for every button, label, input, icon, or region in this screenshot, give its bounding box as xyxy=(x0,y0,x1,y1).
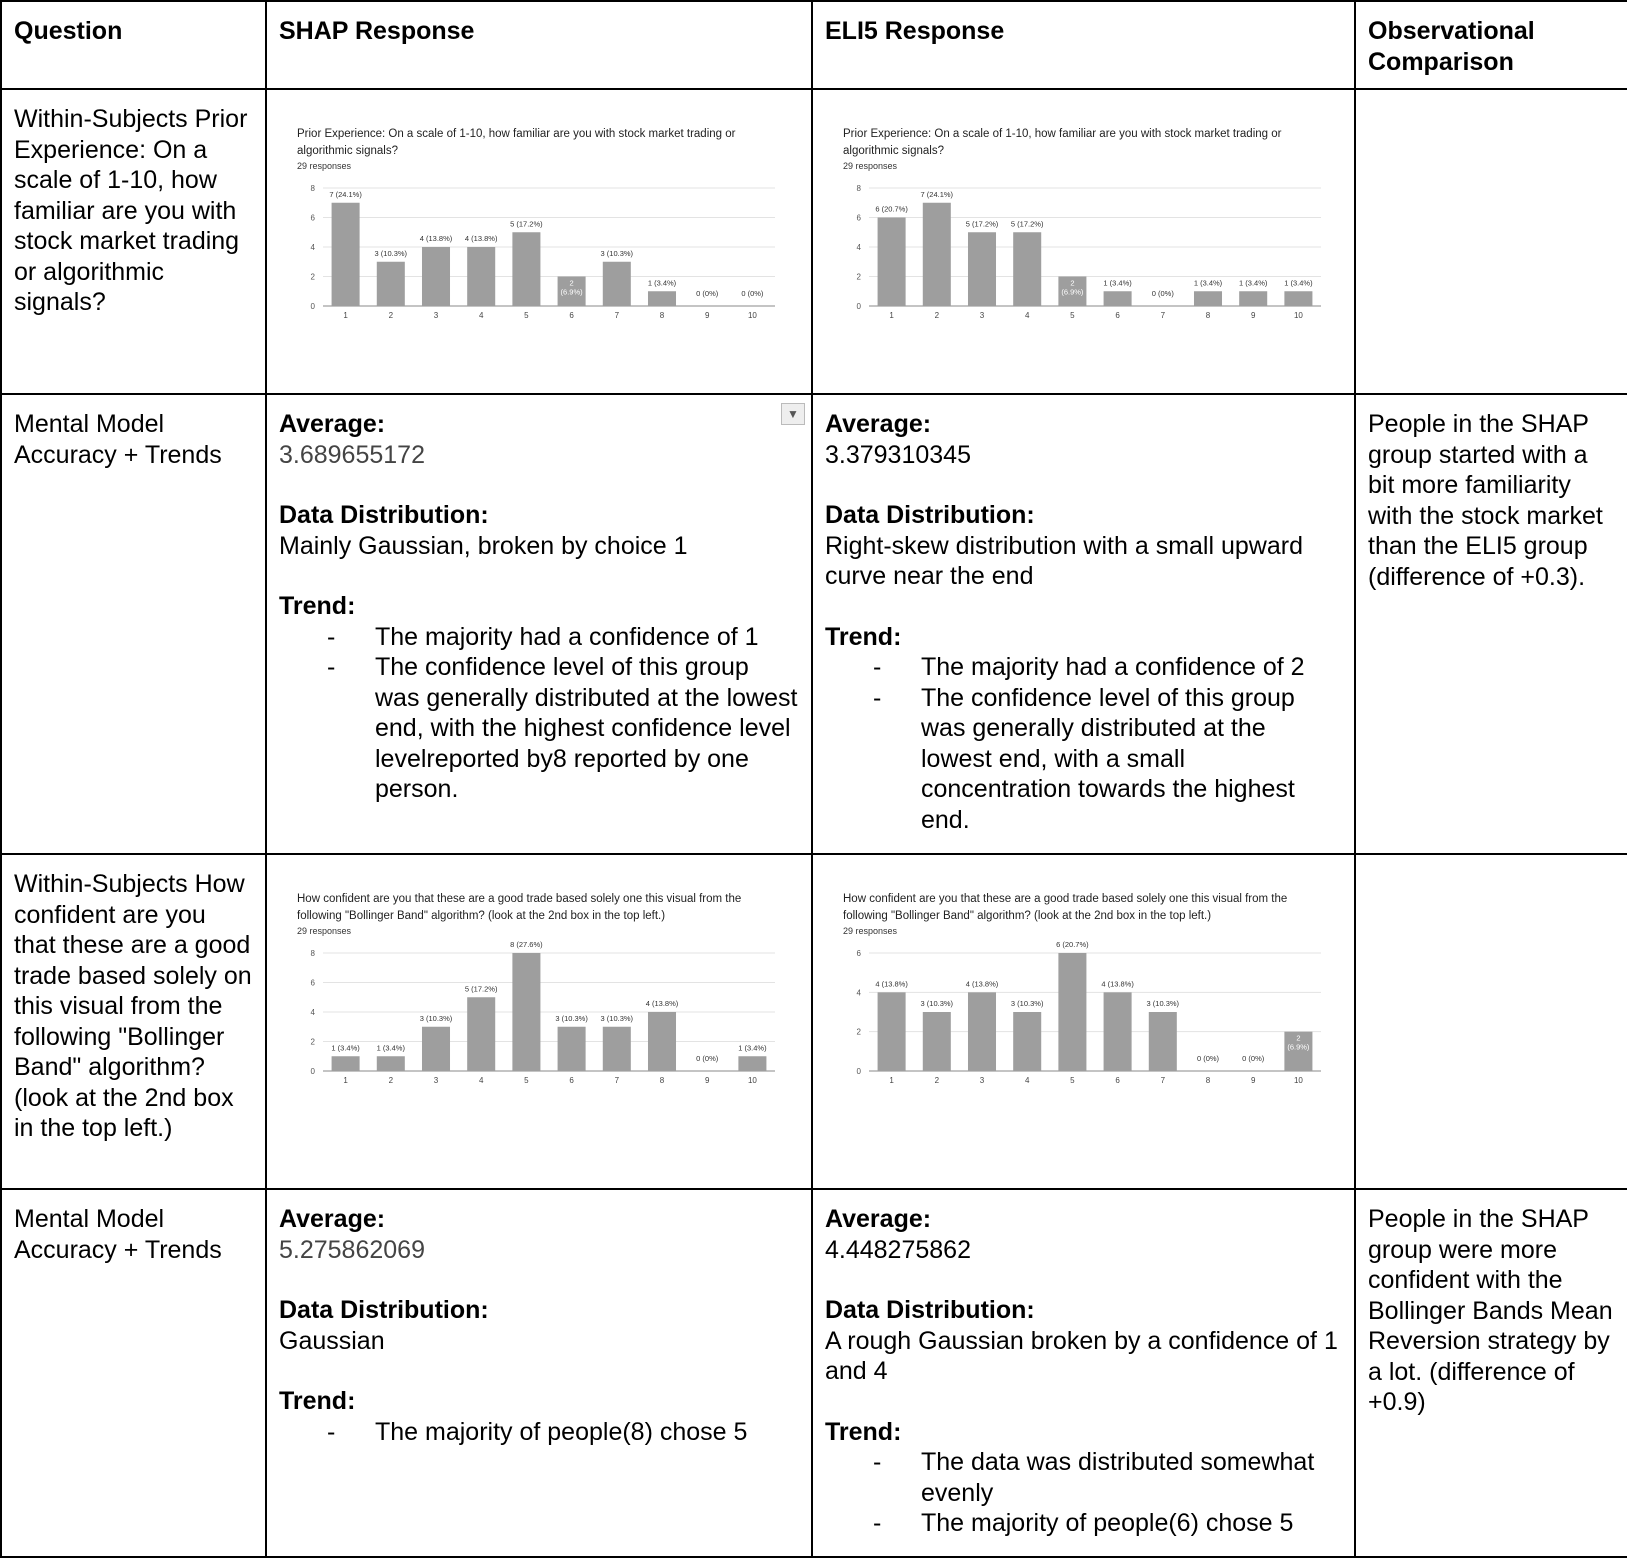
x-tick-label: 5 xyxy=(524,1076,529,1085)
data-label: 1 (3.4%) xyxy=(376,1043,405,1053)
data-label: 0 (0%) xyxy=(1196,1054,1220,1063)
x-tick-label: 1 xyxy=(343,1076,348,1085)
y-tick-label: 6 xyxy=(856,213,861,223)
data-label: 1 (3.4%) xyxy=(1284,278,1313,288)
data-label: 5 (17.2%) xyxy=(965,219,999,229)
eli5-prior-experience-chart xyxy=(843,176,1333,326)
bar xyxy=(648,1012,676,1071)
data-label: 2 xyxy=(569,278,574,288)
eli5-chart-container xyxy=(813,855,1354,1096)
x-tick-label: 10 xyxy=(747,311,757,320)
shap-confidence-chart xyxy=(297,941,787,1091)
y-tick-label: 4 xyxy=(310,243,315,252)
data-label: 5 (17.2%) xyxy=(464,984,498,994)
y-tick-label: 6 xyxy=(856,949,861,958)
bar xyxy=(1104,992,1132,1071)
shap-prior-experience-chart xyxy=(297,176,787,326)
header-comparison: Observational Comparison xyxy=(1368,17,1535,76)
y-tick-label: 8 xyxy=(310,949,315,958)
chart-subtitle: 29 responses xyxy=(297,161,352,171)
x-tick-label: 3 xyxy=(433,1076,439,1085)
bar xyxy=(968,992,996,1071)
x-tick-label: 2 xyxy=(388,1076,394,1085)
bar xyxy=(603,1027,631,1071)
x-tick-label: 6 xyxy=(1115,1076,1120,1085)
data-label: 3 (10.3%) xyxy=(419,1013,453,1023)
x-tick-label: 4 xyxy=(478,311,484,320)
y-tick-label: 6 xyxy=(310,213,315,223)
x-tick-label: 4 xyxy=(478,1076,484,1085)
x-tick-label: 3 xyxy=(979,311,985,320)
x-tick-label: 3 xyxy=(433,311,439,320)
data-label: 3 (10.3%) xyxy=(920,999,954,1008)
bar xyxy=(512,232,540,306)
chart-subtitle: 29 responses xyxy=(843,926,898,936)
trend-item: - The confidence level of this group was generally distributed at the lowest end, with a small concentration towards the highest end. xyxy=(873,683,1342,836)
y-tick-label: 0 xyxy=(310,302,315,311)
x-tick-label: 8 xyxy=(1205,1076,1211,1085)
question-text: Mental Model Accuracy + Trends xyxy=(14,1205,222,1264)
bar xyxy=(422,247,450,306)
distribution-text: Right-skew distribution with a small upward curve near the end xyxy=(825,531,1303,590)
table-row xyxy=(1,1189,1627,1557)
average-label: Average: xyxy=(825,410,932,438)
x-tick-label: 6 xyxy=(569,311,574,320)
x-tick-label: 5 xyxy=(524,311,529,320)
bar xyxy=(558,1027,586,1071)
trend-item: - The majority of people(8) chose 5 xyxy=(327,1417,799,1448)
y-tick-label: 4 xyxy=(856,243,861,252)
bar xyxy=(1013,232,1041,306)
trend-list xyxy=(825,652,1342,835)
x-tick-label: 2 xyxy=(388,311,394,320)
trend-label: Trend: xyxy=(825,1417,902,1446)
bar xyxy=(738,1056,766,1071)
trend-label: Trend: xyxy=(825,622,902,651)
eli5-chart-container xyxy=(813,90,1354,331)
question-text: Within-Subjects Prior Experience: On a scale of 1-10, how familiar are you with stock market trading or algorithmic signals? xyxy=(14,105,248,316)
trend-label: Trend: xyxy=(279,592,356,620)
data-label: 5 (17.2%) xyxy=(510,219,543,229)
x-tick-label: 10 xyxy=(747,1076,757,1085)
bar xyxy=(467,247,495,306)
trend-label: Trend: xyxy=(279,1387,356,1415)
chart-title: How confident are you that these are a good trade based solely one this visual from the following "Bollinger Band" algorithm? (look at the 2nd box in the top left.) xyxy=(297,893,742,922)
question-text: Within-Subjects How confident are you that these are a good trade based solely on this visual from the following "Bollinger Band" algorithm? (look at the 2nd box in the top left.) xyxy=(14,870,252,1142)
comparison-empty xyxy=(1356,855,1627,877)
x-tick-label: 5 xyxy=(1070,1076,1075,1085)
bar xyxy=(923,203,951,306)
x-tick-label: 7 xyxy=(614,1076,620,1085)
trend-item: - The majority had a confidence of 1 xyxy=(327,622,799,653)
data-label: (6.9%) xyxy=(560,287,583,297)
chart-subtitle: 29 responses xyxy=(843,161,898,171)
distribution-text: A rough Gaussian broken by a confidence of 1 and 4 xyxy=(825,1326,1338,1385)
y-tick-label: 4 xyxy=(856,988,861,998)
data-label: 4 (13.8%) xyxy=(419,234,453,243)
data-label: 2 xyxy=(1070,278,1075,288)
chart-title: Prior Experience: On a scale of 1-10, how familiar are you with stock market trading or algorithmic signals? xyxy=(297,128,736,157)
header-row xyxy=(1,1,1627,89)
distribution-label: Data Distribution: xyxy=(825,1296,1035,1324)
data-label: 4 (13.8%) xyxy=(875,979,908,989)
average-value: 3.379310345 xyxy=(825,440,971,469)
dropdown-arrow-icon[interactable]: ▼ xyxy=(781,403,805,425)
question-text: Mental Model Accuracy + Trends xyxy=(14,410,222,469)
average-label: Average: xyxy=(825,1205,932,1233)
average-value: 4.448275862 xyxy=(825,1235,971,1264)
x-tick-label: 8 xyxy=(659,311,665,320)
data-label: 0 (0%) xyxy=(696,289,719,298)
chart-title: Prior Experience: On a scale of 1-10, how familiar are you with stock market trading or algorithmic signals? xyxy=(843,128,1282,157)
bar xyxy=(1058,953,1086,1071)
bar xyxy=(1149,1012,1177,1071)
bar xyxy=(648,291,676,306)
x-tick-label: 1 xyxy=(343,311,348,320)
data-label: 3 (10.3%) xyxy=(1146,999,1180,1008)
trend-item: - The data was distributed somewhat evenly xyxy=(873,1447,1342,1508)
x-tick-label: 1 xyxy=(889,1076,894,1085)
data-label: 4 (13.8%) xyxy=(1101,979,1134,989)
y-tick-label: 2 xyxy=(310,272,315,282)
data-label: 2 xyxy=(1296,1033,1301,1043)
y-tick-label: 4 xyxy=(310,1008,315,1017)
trend-item: - The majority of people(6) chose 5 xyxy=(873,1508,1342,1539)
bar xyxy=(377,262,405,306)
x-tick-label: 6 xyxy=(569,1076,574,1085)
average-value: 3.689655172 xyxy=(279,440,425,469)
trend-list xyxy=(279,622,799,805)
x-tick-label: 3 xyxy=(979,1076,985,1085)
data-label: 1 (3.4%) xyxy=(647,278,677,288)
data-label: 0 (0%) xyxy=(1151,289,1174,298)
x-tick-label: 5 xyxy=(1070,311,1075,320)
x-tick-label: 2 xyxy=(934,311,940,320)
header-eli5: ELI5 Response xyxy=(825,17,1005,45)
data-label: 0 (0%) xyxy=(1242,1054,1265,1063)
bar xyxy=(332,1056,360,1071)
y-tick-label: 0 xyxy=(856,1067,861,1076)
x-tick-label: 9 xyxy=(704,1076,710,1085)
shap-chart-container xyxy=(267,90,811,331)
average-label: Average: xyxy=(279,1205,386,1233)
bar xyxy=(422,1027,450,1071)
bar xyxy=(1284,291,1312,306)
y-tick-label: 2 xyxy=(310,1037,315,1047)
x-tick-label: 6 xyxy=(1115,311,1120,320)
table-row xyxy=(1,394,1627,854)
header-shap: SHAP Response xyxy=(279,17,475,45)
shap-summary xyxy=(267,1190,811,1455)
chart-subtitle: 29 responses xyxy=(297,926,352,936)
data-label: 3 (10.3%) xyxy=(600,1013,634,1023)
data-label: (6.9%) xyxy=(1061,287,1084,297)
shap-chart-container xyxy=(267,855,811,1096)
header-question: Question xyxy=(14,17,123,45)
comparison-text: People in the SHAP group started with a bit more familiarity with the stock market than the ELI5 group (difference of +0.3). xyxy=(1368,410,1603,591)
bar xyxy=(1239,291,1267,306)
trend-list xyxy=(279,1417,799,1448)
shap-summary xyxy=(267,395,811,813)
x-tick-label: 9 xyxy=(704,311,710,320)
bar xyxy=(1194,291,1222,306)
x-tick-label: 1 xyxy=(889,311,894,320)
x-tick-label: 10 xyxy=(1293,311,1303,320)
data-label: 1 (3.4%) xyxy=(738,1043,767,1053)
data-label: 1 (3.4%) xyxy=(1103,278,1132,288)
bar xyxy=(467,997,495,1071)
eli5-confidence-chart xyxy=(843,941,1333,1091)
data-label: 0 (0%) xyxy=(741,289,764,298)
bar xyxy=(968,232,996,306)
y-tick-label: 2 xyxy=(856,1027,861,1037)
x-tick-label: 4 xyxy=(1024,1076,1030,1085)
bar xyxy=(1104,291,1132,306)
x-tick-label: 9 xyxy=(1250,311,1256,320)
distribution-label: Data Distribution: xyxy=(279,1296,489,1324)
data-label: 4 (13.8%) xyxy=(965,979,999,989)
x-tick-label: 10 xyxy=(1293,1076,1303,1085)
data-label: 4 (13.8%) xyxy=(464,234,498,243)
x-tick-label: 9 xyxy=(1250,1076,1256,1085)
trend-item: - The majority had a confidence of 2 xyxy=(873,652,1342,683)
comparison-text: People in the SHAP group were more confident with the Bollinger Bands Mean Reversion strategy by a lot. (difference of +0.9) xyxy=(1368,1205,1613,1416)
data-label: 8 (27.6%) xyxy=(510,941,543,949)
table-row xyxy=(1,89,1627,394)
data-label: 7 (24.1%) xyxy=(329,189,362,199)
average-value: 5.275862069 xyxy=(279,1235,425,1264)
distribution-text: Gaussian xyxy=(279,1326,385,1355)
x-tick-label: 8 xyxy=(659,1076,665,1085)
y-tick-label: 8 xyxy=(856,184,861,193)
y-tick-label: 8 xyxy=(310,184,315,193)
data-label: 3 (10.3%) xyxy=(374,248,408,258)
bar xyxy=(512,953,540,1071)
bar xyxy=(1013,1012,1041,1071)
data-label: 5 (17.2%) xyxy=(1010,219,1044,229)
bar xyxy=(878,218,906,307)
data-label: 6 (20.7%) xyxy=(1056,941,1089,949)
x-tick-label: 8 xyxy=(1205,311,1211,320)
data-label: 6 (20.7%) xyxy=(875,204,908,214)
eli5-summary xyxy=(813,1190,1354,1547)
x-tick-label: 7 xyxy=(1160,311,1166,320)
trend-item: - The confidence level of this group was generally distributed at the lowest end, with the highest confidence level levelreported by8 reported by one person. xyxy=(327,652,799,805)
distribution-label: Data Distribution: xyxy=(279,501,489,529)
y-tick-label: 0 xyxy=(310,1067,315,1076)
data-label: 0 (0%) xyxy=(696,1054,719,1063)
data-label: 3 (10.3%) xyxy=(600,248,634,258)
distribution-text: Mainly Gaussian, broken by choice 1 xyxy=(279,531,688,560)
y-tick-label: 6 xyxy=(310,978,315,988)
bar xyxy=(923,1012,951,1071)
x-tick-label: 4 xyxy=(1024,311,1030,320)
y-tick-label: 0 xyxy=(856,302,861,311)
y-tick-label: 2 xyxy=(856,272,861,282)
data-label: 3 (10.3%) xyxy=(1010,999,1044,1008)
data-label: 1 (3.4%) xyxy=(331,1043,360,1053)
trend-list xyxy=(825,1447,1342,1539)
eli5-summary xyxy=(813,395,1354,843)
average-label: Average: xyxy=(279,410,386,438)
data-label: 3 (10.3%) xyxy=(555,1013,588,1023)
bar xyxy=(603,262,631,306)
x-tick-label: 7 xyxy=(614,311,620,320)
x-tick-label: 2 xyxy=(934,1076,940,1085)
comparison-empty xyxy=(1356,90,1627,112)
distribution-label: Data Distribution: xyxy=(825,501,1035,529)
data-label: 1 (3.4%) xyxy=(1239,278,1268,288)
bar xyxy=(377,1056,405,1071)
data-label: 7 (24.1%) xyxy=(920,189,954,199)
data-label: 1 (3.4%) xyxy=(1193,278,1223,288)
table-row xyxy=(1,854,1627,1189)
data-label: (6.9%) xyxy=(1287,1042,1310,1052)
chart-title: How confident are you that these are a good trade based solely one this visual from the following "Bollinger Band" algorithm? (look at the 2nd box in the top left.) xyxy=(843,893,1288,922)
bar xyxy=(332,203,360,306)
bar xyxy=(878,992,906,1071)
data-label: 4 (13.8%) xyxy=(645,999,679,1008)
x-tick-label: 7 xyxy=(1160,1076,1166,1085)
